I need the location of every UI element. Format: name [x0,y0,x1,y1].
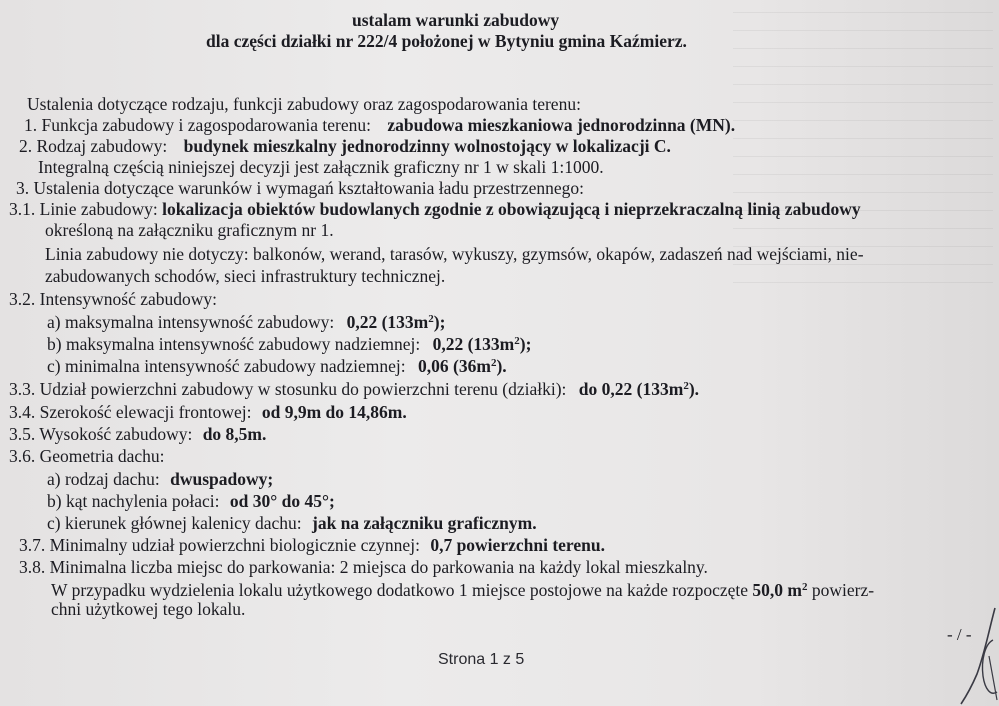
item-3-7 [19,535,605,555]
item-1 [24,115,735,135]
superscript: 2 [490,357,497,369]
item-3-2-b-end: ); [519,334,532,354]
item-3-6-a-value: dwuspadowy; [170,469,274,489]
item-3-7-label: 3.7. Minimalny udział powierzchni biologicznie czynnej: [19,535,420,555]
item-3-3-value: do 0,22 (133m [578,379,684,399]
item-2-value: budynek mieszkalny jednorodzinny wolnostojący w lokalizacji C. [183,136,671,156]
item-3-6-c-label: c) kierunek głównej kalenicy dachu: [47,513,302,533]
intro-line: Ustalenia dotyczące rodzaju, funkcji zabudowy oraz zagospodarowania terenu: [27,94,581,114]
superscript: 2 [514,335,520,347]
item-1-value: zabudowa mieszkaniowa jednorodzinna (MN). [387,115,736,135]
item-3-3-end: ). [688,379,700,399]
item-3-6-c-value: jak na załączniku graficznym. [312,513,537,533]
item-3-5 [9,424,266,444]
item-3-1-note-1: Linia zabudowy nie dotyczy: balkonów, werand, tarasów, wykuszy, gzymsów, okapów, zadaszeń nad wejściami, nie- [45,244,864,264]
item-3-6-a [47,469,273,489]
item-3-1-value: lokalizacja obiektów budowlanych zgodnie z obowiązującą i nieprzekraczalną linią zabudowy [162,199,861,219]
item-1-label: 1. Funkcja zabudowy i zagospodarowania terenu: [24,115,371,135]
item-3-5-label: 3.5. Wysokość zabudowy: [9,424,193,444]
item-3-2-b-label: b) maksymalna intensywność zabudowy nadziemnej: [47,334,421,354]
heading-line-2: dla części działki nr 222/4 położonej w Bytyniu gmina Kaźmierz. [206,31,687,51]
item-3-1-cont: określoną na załączniku graficznym nr 1. [45,220,334,240]
item-3-8-note-1c: powierz- [807,580,875,600]
item-3-3-label: 3.3. Udział powierzchni zabudowy w stosunku do powierzchni terenu (działki): [9,379,567,399]
item-3-8-note-1b: 50,0 m [752,580,802,600]
item-3-6: 3.6. Geometria dachu: [9,446,165,466]
item-3-7-value: 0,7 powierzchni terenu. [430,535,605,555]
item-3-2-a [47,312,445,332]
heading-line-1: ustalam warunki zabudowy [352,10,560,30]
item-3-1-note-2: zabudowanych schodów, sieci infrastruktury technicznej. [45,266,446,286]
item-3-2-c-end: ). [496,356,507,376]
item-3-2-b [47,334,531,354]
item-2-label: 2. Rodzaj zabudowy: [19,136,168,156]
item-3-8: 3.8. Minimalna liczba miejsc do parkowania: 2 miejsca do parkowania na każdy lokal mieszkalny. [19,557,708,577]
item-3-1 [9,199,861,219]
item-3-2-a-label: a) maksymalna intensywność zabudowy: [47,312,335,332]
item-3-2-a-value: 0,22 (133m [346,312,429,332]
item-3-2-c-label: c) minimalna intensywność zabudowy nadziemnej: [47,356,406,376]
item-3-6-c [47,513,537,533]
item-2 [19,136,671,156]
item-3-6-a-label: a) rodzaj dachu: [47,469,160,489]
item-3-8-note-1 [51,580,874,600]
page-footer: Strona 1 z 5 [438,651,525,668]
item-3-5-value: do 8,5m. [202,424,267,444]
item-3-2-c-value: 0,06 (36m [418,356,491,376]
superscript: 2 [683,380,689,392]
item-3-2-c [47,356,507,376]
item-3-6-b-value: od 30° do 45°; [229,491,335,511]
item-3-4-label: 3.4. Szerokość elewacji frontowej: [9,402,252,422]
item-3-1-label: 3.1. Linie zabudowy: [9,199,158,219]
item-3-4 [9,402,407,422]
superscript: 2 [428,313,434,325]
superscript: 2 [801,581,808,593]
item-3-6-b [47,491,335,511]
item-3-6-b-label: b) kąt nachylenia połaci: [47,491,220,511]
item-3-8-note-1a: W przypadku wydzielenia lokalu użytkowego dodatkowo 1 miejsce postojowe na każde rozpoczęte [51,580,749,600]
continuation-dash: - / - [947,625,972,644]
item-3-3 [9,379,699,399]
item-2-note: Integralną częścią niniejszej decyzji jest załącznik graficzny nr 1 w skali 1:1000. [38,157,604,177]
item-3-4-value: od 9,9m do 14,86m. [261,402,407,422]
margin-pen-mark [955,600,999,706]
item-3-2-b-value: 0,22 (133m [432,334,515,354]
item-3-2-a-end: ); [433,312,446,332]
item-3: 3. Ustalenia dotyczące warunków i wymagań kształtowania ładu przestrzennego: [16,178,585,198]
item-3-8-note-2: chni użytkowej tego lokalu. [51,599,246,619]
item-3-2: 3.2. Intensywność zabudowy: [9,289,218,309]
